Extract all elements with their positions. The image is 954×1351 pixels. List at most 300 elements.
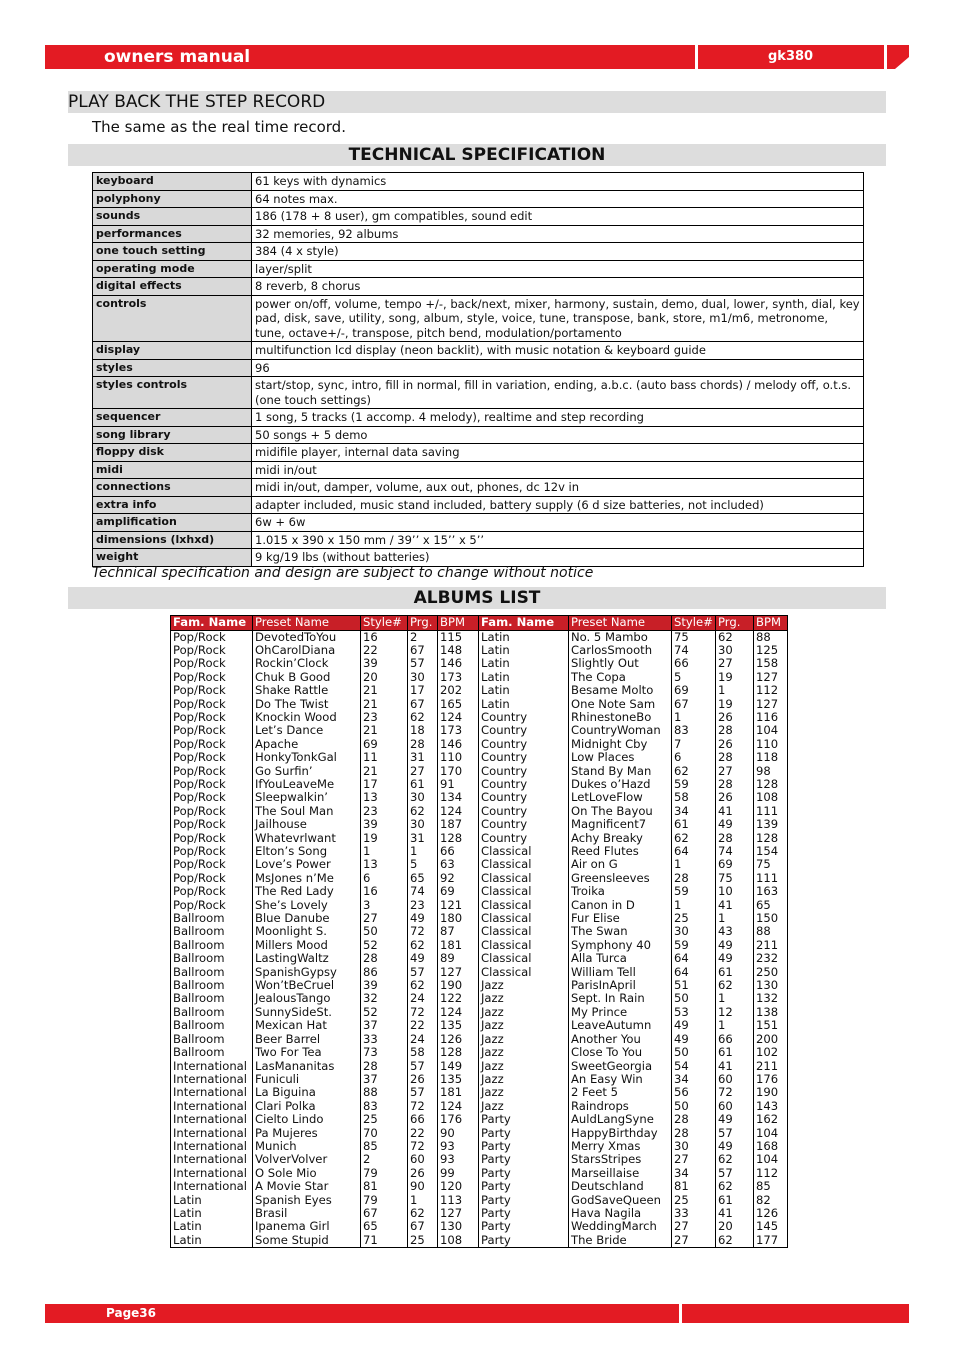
- album-cell: 65: [408, 872, 438, 885]
- album-cell: Pop/Rock: [171, 630, 253, 644]
- spec-key: display: [93, 342, 252, 360]
- album-cell: Jazz: [479, 1073, 569, 1086]
- spec-note: Technical specification and design are subject to change without notice: [92, 565, 594, 581]
- album-cell: Jazz: [479, 979, 569, 992]
- album-row: [171, 1234, 788, 1248]
- album-cell: 67: [672, 698, 716, 711]
- album-cell: Jazz: [479, 992, 569, 1005]
- album-cell: Classical: [479, 899, 569, 912]
- album-cell: 51: [672, 979, 716, 992]
- album-cell: 62: [408, 711, 438, 724]
- album-cell: 49: [408, 912, 438, 925]
- album-cell: 57: [408, 966, 438, 979]
- album-cell: 170: [438, 765, 479, 778]
- album-cell: Party: [479, 1167, 569, 1180]
- album-cell: 64: [672, 952, 716, 965]
- album-cell: Classical: [479, 925, 569, 938]
- album-cell: 60: [716, 1073, 754, 1086]
- album-cell: Slightly Out: [569, 657, 672, 670]
- spec-value: 64 notes max.: [252, 190, 864, 208]
- album-cell: 2 Feet 5: [569, 1086, 672, 1099]
- album-cell: 1: [716, 992, 754, 1005]
- album-cell: 124: [438, 805, 479, 818]
- spec-key: connections: [93, 479, 252, 497]
- album-cell: 104: [754, 724, 788, 737]
- album-row: [171, 832, 788, 845]
- album-cell: 128: [438, 832, 479, 845]
- album-cell: 72: [408, 925, 438, 938]
- album-cell: Pop/Rock: [171, 724, 253, 737]
- album-cell: 67: [408, 1220, 438, 1233]
- album-cell: 26: [408, 1073, 438, 1086]
- album-cell: 135: [438, 1073, 479, 1086]
- album-cell: 39: [361, 657, 408, 670]
- album-cell: 33: [672, 1207, 716, 1220]
- album-cell: 30: [408, 791, 438, 804]
- album-cell: Cielto Lindo: [253, 1113, 361, 1126]
- album-cell: 118: [754, 751, 788, 764]
- album-cell: 58: [408, 1046, 438, 1059]
- step-record-text: The same as the real time record.: [92, 118, 346, 136]
- album-cell: Magnificent7: [569, 818, 672, 831]
- album-cell: 24: [408, 1033, 438, 1046]
- album-cell: 23: [361, 805, 408, 818]
- album-row: [171, 1140, 788, 1153]
- album-cell: Jazz: [479, 1046, 569, 1059]
- album-cell: Classical: [479, 858, 569, 871]
- album-cell: 23: [361, 711, 408, 724]
- album-cell: 57: [716, 1127, 754, 1140]
- album-cell: 34: [672, 805, 716, 818]
- album-cell: 17: [361, 778, 408, 791]
- album-cell: The Soul Man: [253, 805, 361, 818]
- album-cell: 72: [408, 1140, 438, 1153]
- album-cell: 139: [754, 818, 788, 831]
- album-cell: 30: [672, 925, 716, 938]
- album-row: [171, 698, 788, 711]
- album-cell: 28: [361, 1060, 408, 1073]
- album-cell: Pop/Rock: [171, 885, 253, 898]
- album-cell: William Tell: [569, 966, 672, 979]
- album-cell: 85: [361, 1140, 408, 1153]
- album-cell: International: [171, 1100, 253, 1113]
- album-cell: The Swan: [569, 925, 672, 938]
- album-cell: 85: [754, 1180, 788, 1193]
- album-cell: 211: [754, 939, 788, 952]
- spec-row: [93, 549, 864, 567]
- album-cell: 39: [361, 979, 408, 992]
- album-cell: 232: [754, 952, 788, 965]
- album-cell: Canon in D: [569, 899, 672, 912]
- album-cell: Pop/Rock: [171, 684, 253, 697]
- album-cell: 20: [361, 671, 408, 684]
- album-cell: Shake Rattle: [253, 684, 361, 697]
- album-row: [171, 805, 788, 818]
- album-cell: Party: [479, 1140, 569, 1153]
- album-cell: 120: [438, 1180, 479, 1193]
- album-cell: International: [171, 1073, 253, 1086]
- manual-title: owners manual: [104, 47, 251, 67]
- album-cell: 26: [716, 791, 754, 804]
- spec-key: song library: [93, 426, 252, 444]
- album-cell: 69: [438, 885, 479, 898]
- album-row: [171, 1113, 788, 1126]
- spec-value: 9 kg/19 lbs (without batteries): [252, 549, 864, 567]
- album-cell: 168: [754, 1140, 788, 1153]
- album-cell: Jazz: [479, 1060, 569, 1073]
- album-cell: 128: [754, 832, 788, 845]
- album-cell: 26: [716, 711, 754, 724]
- album-cell: 124: [438, 1006, 479, 1019]
- album-cell: 127: [438, 966, 479, 979]
- album-cell: 65: [361, 1220, 408, 1233]
- album-cell: 176: [438, 1113, 479, 1126]
- album-cell: 49: [716, 1140, 754, 1153]
- spec-value: 50 songs + 5 demo: [252, 426, 864, 444]
- album-cell: LastingWaltz: [253, 952, 361, 965]
- album-cell: 88: [754, 630, 788, 644]
- spec-value: 384 (4 x style): [252, 243, 864, 261]
- album-cell: 62: [716, 630, 754, 644]
- album-cell: 121: [438, 899, 479, 912]
- album-cell: 59: [672, 885, 716, 898]
- album-cell: Country: [479, 765, 569, 778]
- album-cell: 63: [438, 858, 479, 871]
- album-cell: Pop/Rock: [171, 644, 253, 657]
- album-cell: Pop/Rock: [171, 711, 253, 724]
- albums-column-header: Preset Name: [253, 616, 361, 631]
- album-cell: 89: [438, 952, 479, 965]
- album-cell: 92: [438, 872, 479, 885]
- album-cell: 110: [754, 738, 788, 751]
- album-cell: 27: [716, 765, 754, 778]
- album-cell: 60: [408, 1153, 438, 1166]
- album-cell: 64: [672, 966, 716, 979]
- album-cell: 79: [361, 1167, 408, 1180]
- album-cell: 31: [408, 832, 438, 845]
- album-cell: CountryWoman: [569, 724, 672, 737]
- album-cell: Pop/Rock: [171, 738, 253, 751]
- album-cell: Pop/Rock: [171, 832, 253, 845]
- album-cell: 52: [361, 939, 408, 952]
- album-cell: 130: [754, 979, 788, 992]
- album-cell: 102: [754, 1046, 788, 1059]
- album-cell: 49: [672, 1019, 716, 1032]
- album-cell: ParisInApril: [569, 979, 672, 992]
- album-cell: 17: [408, 684, 438, 697]
- album-cell: 99: [438, 1167, 479, 1180]
- album-cell: Latin: [479, 684, 569, 697]
- album-cell: 59: [672, 778, 716, 791]
- album-cell: 74: [716, 845, 754, 858]
- album-cell: 250: [754, 966, 788, 979]
- album-cell: 28: [672, 1113, 716, 1126]
- album-cell: The Red Lady: [253, 885, 361, 898]
- album-cell: 104: [754, 1153, 788, 1166]
- album-cell: The Copa: [569, 671, 672, 684]
- spec-row: [93, 208, 864, 226]
- album-cell: Ballroom: [171, 1006, 253, 1019]
- album-cell: International: [171, 1086, 253, 1099]
- album-cell: WeddingMarch: [569, 1220, 672, 1233]
- spec-key: keyboard: [93, 173, 252, 191]
- album-cell: 49: [716, 939, 754, 952]
- album-row: [171, 1060, 788, 1073]
- album-row: [171, 925, 788, 938]
- album-cell: Brasil: [253, 1207, 361, 1220]
- step-record-heading: PLAY BACK THE STEP RECORD: [68, 91, 886, 113]
- spec-value: 1 song, 5 tracks (1 accomp. 4 melody), realtime and step recording: [252, 409, 864, 427]
- album-cell: 6: [361, 872, 408, 885]
- album-cell: 49: [716, 1113, 754, 1126]
- album-row: [171, 1100, 788, 1113]
- album-cell: 148: [438, 644, 479, 657]
- album-cell: Latin: [479, 644, 569, 657]
- album-cell: 73: [361, 1046, 408, 1059]
- album-cell: Some Stupid: [253, 1234, 361, 1248]
- album-cell: 1: [716, 684, 754, 697]
- album-cell: 134: [438, 791, 479, 804]
- album-cell: Munich: [253, 1140, 361, 1153]
- album-cell: 62: [716, 1180, 754, 1193]
- spec-value: 186 (178 + 8 user), gm compatibles, sound edit: [252, 208, 864, 226]
- album-cell: 61: [716, 966, 754, 979]
- album-cell: 58: [672, 791, 716, 804]
- album-cell: RhinestoneBo: [569, 711, 672, 724]
- album-cell: 25: [361, 1113, 408, 1126]
- album-cell: 126: [438, 1033, 479, 1046]
- album-cell: 127: [438, 1207, 479, 1220]
- album-row: [171, 966, 788, 979]
- album-cell: Party: [479, 1220, 569, 1233]
- album-cell: 122: [438, 992, 479, 1005]
- album-cell: Ballroom: [171, 966, 253, 979]
- album-cell: A Movie Star: [253, 1180, 361, 1193]
- album-cell: SweetGeorgia: [569, 1060, 672, 1073]
- spec-value: multifunction lcd display (neon backlit), with music notation & keyboard guide: [252, 342, 864, 360]
- album-cell: International: [171, 1167, 253, 1180]
- albums-column-header: Fam. Name: [479, 616, 569, 631]
- album-row: [171, 1033, 788, 1046]
- album-cell: 83: [361, 1100, 408, 1113]
- album-row: [171, 872, 788, 885]
- album-cell: Pop/Rock: [171, 791, 253, 804]
- album-cell: Country: [479, 751, 569, 764]
- album-cell: 22: [361, 644, 408, 657]
- spec-key: extra info: [93, 496, 252, 514]
- album-cell: 53: [672, 1006, 716, 1019]
- album-cell: On The Bayou: [569, 805, 672, 818]
- album-cell: 11: [361, 751, 408, 764]
- album-cell: 128: [754, 778, 788, 791]
- album-cell: Classical: [479, 885, 569, 898]
- album-cell: 190: [438, 979, 479, 992]
- album-cell: 113: [438, 1194, 479, 1207]
- spec-key: operating mode: [93, 260, 252, 278]
- album-cell: LasMananitas: [253, 1060, 361, 1073]
- album-cell: 57: [716, 1167, 754, 1180]
- album-cell: Sleepwalkin’: [253, 791, 361, 804]
- album-cell: 52: [361, 1006, 408, 1019]
- album-cell: 22: [408, 1127, 438, 1140]
- album-cell: 13: [361, 791, 408, 804]
- album-cell: 27: [672, 1153, 716, 1166]
- album-cell: Achy Breaky: [569, 832, 672, 845]
- album-cell: 124: [438, 711, 479, 724]
- album-row: [171, 711, 788, 724]
- album-cell: Go Surfin’: [253, 765, 361, 778]
- album-cell: SpanishGypsy: [253, 966, 361, 979]
- album-cell: Whatevrlwant: [253, 832, 361, 845]
- album-cell: Country: [479, 711, 569, 724]
- album-cell: 28: [408, 738, 438, 751]
- album-row: [171, 1194, 788, 1207]
- album-cell: 28: [672, 872, 716, 885]
- album-cell: 72: [716, 1086, 754, 1099]
- album-cell: 57: [408, 1086, 438, 1099]
- album-cell: 173: [438, 724, 479, 737]
- album-cell: 146: [438, 738, 479, 751]
- album-cell: Another You: [569, 1033, 672, 1046]
- album-cell: HonkyTonkGal: [253, 751, 361, 764]
- album-cell: Country: [479, 724, 569, 737]
- album-cell: 1: [361, 845, 408, 858]
- album-cell: 59: [672, 939, 716, 952]
- album-cell: 93: [438, 1153, 479, 1166]
- album-cell: 28: [716, 724, 754, 737]
- album-cell: 26: [408, 1167, 438, 1180]
- albums-column-header: Preset Name: [569, 616, 672, 631]
- album-cell: HappyBirthday: [569, 1127, 672, 1140]
- album-cell: An Easy Win: [569, 1073, 672, 1086]
- album-cell: 79: [361, 1194, 408, 1207]
- album-cell: One Note Sam: [569, 698, 672, 711]
- album-cell: 177: [754, 1234, 788, 1248]
- album-cell: 211: [754, 1060, 788, 1073]
- album-cell: Two For Tea: [253, 1046, 361, 1059]
- spec-row: [93, 173, 864, 191]
- album-cell: Ballroom: [171, 992, 253, 1005]
- album-cell: 50: [672, 1100, 716, 1113]
- album-cell: 127: [754, 698, 788, 711]
- album-row: [171, 1207, 788, 1220]
- spec-row: [93, 377, 864, 409]
- album-cell: 30: [408, 818, 438, 831]
- album-cell: 20: [716, 1220, 754, 1233]
- album-cell: Pop/Rock: [171, 858, 253, 871]
- album-cell: 108: [438, 1234, 479, 1248]
- album-cell: Country: [479, 738, 569, 751]
- album-cell: 12: [716, 1006, 754, 1019]
- album-cell: 162: [754, 1113, 788, 1126]
- album-row: [171, 1220, 788, 1233]
- spec-row: [93, 426, 864, 444]
- albums-column-header: Prg.: [408, 616, 438, 631]
- album-cell: Jazz: [479, 1006, 569, 1019]
- album-cell: 74: [672, 644, 716, 657]
- album-cell: 33: [361, 1033, 408, 1046]
- albums-table: [170, 615, 788, 1248]
- album-cell: 30: [408, 671, 438, 684]
- album-cell: Party: [479, 1127, 569, 1140]
- album-cell: Country: [479, 818, 569, 831]
- album-cell: Ballroom: [171, 952, 253, 965]
- album-cell: Dukes o’Hazd: [569, 778, 672, 791]
- album-cell: 27: [716, 657, 754, 670]
- album-cell: 128: [438, 1046, 479, 1059]
- spec-value: adapter included, music stand included, battery supply (6 d size batteries, not included): [252, 496, 864, 514]
- spec-value: 8 reverb, 8 chorus: [252, 278, 864, 296]
- album-cell: 62: [408, 805, 438, 818]
- album-cell: 60: [716, 1100, 754, 1113]
- album-cell: Latin: [171, 1234, 253, 1248]
- spec-key: styles controls: [93, 377, 252, 409]
- album-cell: 2: [361, 1153, 408, 1166]
- album-row: [171, 1086, 788, 1099]
- album-cell: Pop/Rock: [171, 872, 253, 885]
- album-row: [171, 671, 788, 684]
- album-cell: 21: [361, 698, 408, 711]
- album-cell: Party: [479, 1194, 569, 1207]
- album-cell: 66: [716, 1033, 754, 1046]
- album-cell: 7: [672, 738, 716, 751]
- album-cell: 151: [754, 1019, 788, 1032]
- album-cell: 154: [754, 845, 788, 858]
- spec-value: midifile player, internal data saving: [252, 444, 864, 462]
- spec-row: [93, 496, 864, 514]
- album-cell: 41: [716, 1207, 754, 1220]
- album-cell: 37: [361, 1019, 408, 1032]
- album-cell: 27: [361, 912, 408, 925]
- album-cell: 50: [672, 1046, 716, 1059]
- album-cell: 66: [408, 1113, 438, 1126]
- album-cell: 69: [672, 684, 716, 697]
- album-cell: 22: [408, 1019, 438, 1032]
- album-cell: OhCarolDiana: [253, 644, 361, 657]
- album-cell: The Bride: [569, 1234, 672, 1248]
- albums-column-header: Style#: [361, 616, 408, 631]
- spec-key: dimensions (lxhxd): [93, 531, 252, 549]
- album-cell: Latin: [171, 1207, 253, 1220]
- album-cell: 149: [438, 1060, 479, 1073]
- album-cell: 74: [408, 885, 438, 898]
- album-cell: 56: [672, 1086, 716, 1099]
- album-cell: Millers Mood: [253, 939, 361, 952]
- spec-key: styles: [93, 359, 252, 377]
- album-cell: 91: [438, 778, 479, 791]
- album-cell: 111: [754, 872, 788, 885]
- album-cell: 49: [408, 952, 438, 965]
- spec-value: 61 keys with dynamics: [252, 173, 864, 191]
- album-cell: 41: [716, 1060, 754, 1073]
- album-cell: 34: [672, 1167, 716, 1180]
- spec-value: start/stop, sync, intro, fill in normal, fill in variation, ending, a.b.c. (auto bass chords) / melody off, o.t.s. (one touch settings): [252, 377, 864, 409]
- album-cell: 1: [672, 899, 716, 912]
- album-cell: My Prince: [569, 1006, 672, 1019]
- album-row: [171, 765, 788, 778]
- album-row: [171, 1046, 788, 1059]
- album-row: [171, 724, 788, 737]
- album-cell: Close To You: [569, 1046, 672, 1059]
- spec-row: [93, 461, 864, 479]
- album-cell: 21: [361, 684, 408, 697]
- album-cell: Deutschland: [569, 1180, 672, 1193]
- album-cell: Classical: [479, 952, 569, 965]
- album-cell: 28: [716, 751, 754, 764]
- albums-column-header: Fam. Name: [171, 616, 253, 631]
- album-cell: 202: [438, 684, 479, 697]
- album-cell: Classical: [479, 912, 569, 925]
